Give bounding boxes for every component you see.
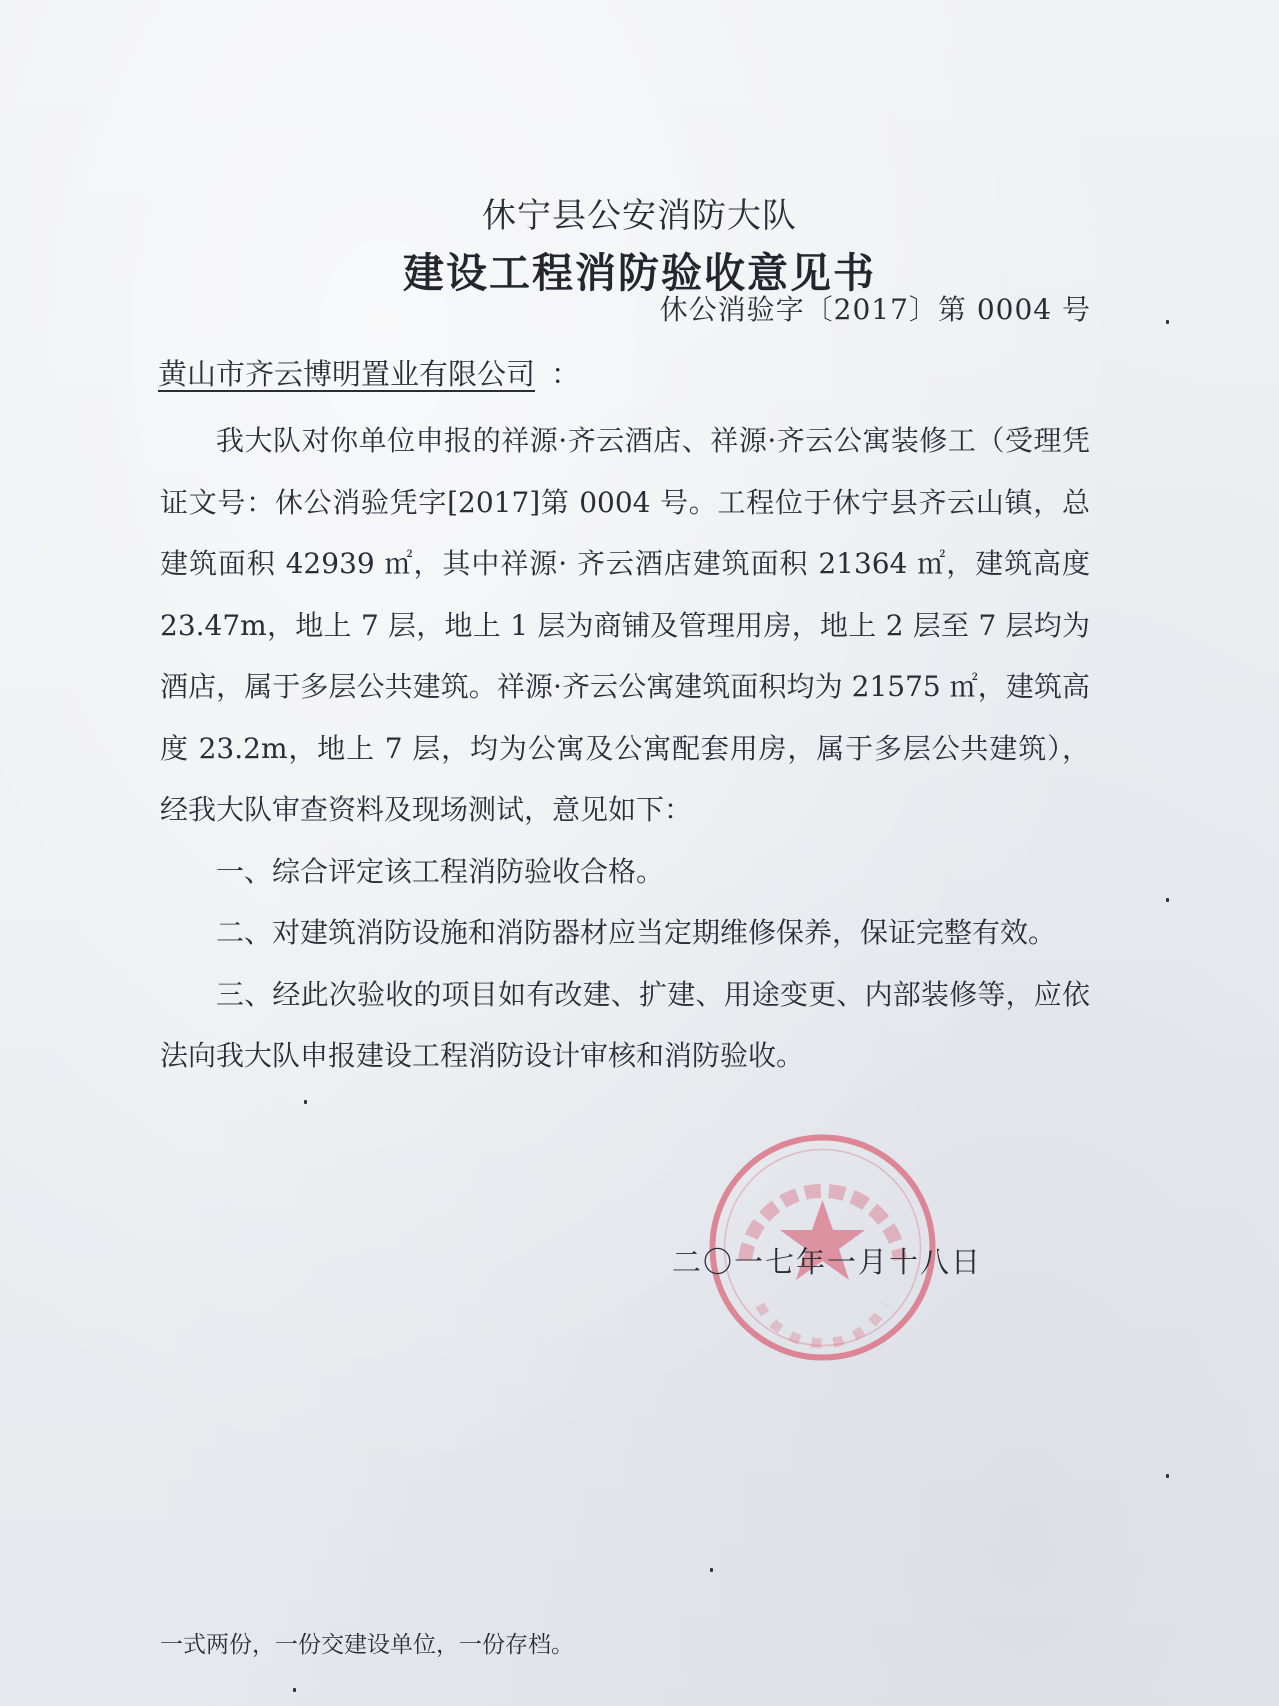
issuing-organization: 休宁县公安消防大队 <box>482 196 797 236</box>
recipient-line <box>158 352 580 393</box>
recipient-name: 黄山市齐云博明置业有限公司 <box>158 357 536 391</box>
scan-speck <box>710 1568 713 1572</box>
scan-speck <box>1166 1474 1169 1478</box>
scan-speck <box>1166 898 1169 902</box>
body-text <box>160 410 1090 1087</box>
opinion-item-1: 一、综合评定该工程消防验收合格。 <box>216 854 665 888</box>
document-title: 建设工程消防验收意见书 <box>403 249 876 297</box>
scan-speck <box>293 1688 296 1692</box>
recipient-colon: ： <box>551 357 581 391</box>
intro-paragraph: 我大队对你单位申报的祥源·齐云酒店、祥源·齐云公寓装修工（受理凭证文号：休公消验凭字[2017]第 0004 号。工程位于休宁县齐云山镇，总建筑面积 42939 ㎡，其中祥源· 齐云酒店建筑面积 21364 ㎡，建筑高度 23.47m，地上 7 层，地上 1 层为商铺及管理用房，地上 2 层至 7 层均为酒店，属于多层公共建筑。祥源·齐云公寓建筑面积均为 21575 ㎡，建筑高度 23.2m，地上 7 层，均为公寓及公寓配套用房，属于多层公共建筑），经我大队审查资料及现场测试，意见如下： <box>160 424 1090 826</box>
document-number: 休公消验字〔2017〕第 0004 号 <box>659 293 1091 326</box>
copies-note: 一式两份，一份交建设单位，一份存档。 <box>160 1632 574 1658</box>
opinion-item-2: 二、对建筑消防设施和消防器材应当定期维修保养，保证完整有效。 <box>216 916 1057 949</box>
scan-speck <box>1166 320 1169 324</box>
scan-speck <box>304 1100 307 1104</box>
issue-date: 二〇一七年一月十八日 <box>672 1245 983 1279</box>
opinion-item-3: 三、经此次验收的项目如有改建、扩建、用途变更、内部装修等，应依法向我大队申报建设工程消防设计审核和消防验收。 <box>160 977 1090 1072</box>
